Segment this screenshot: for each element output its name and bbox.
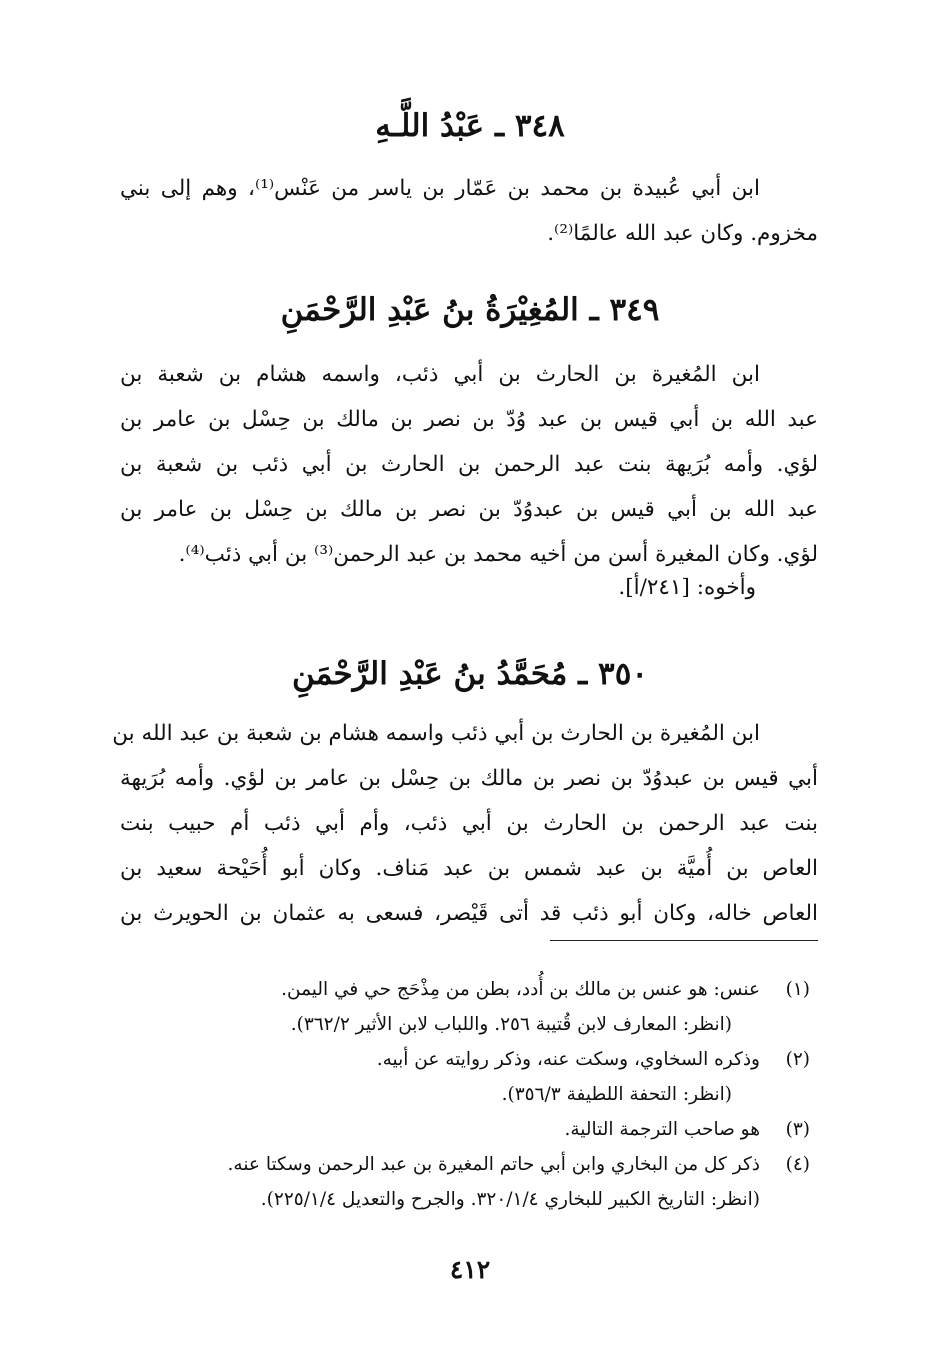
page-number: ٤١٢ xyxy=(449,1255,491,1284)
footnote-2-reference xyxy=(120,1077,810,1112)
footnote-number: (٣) xyxy=(785,1119,810,1140)
text-line: أبي قيس بن عبدوُدّ بن نصر بن مالك بن حِسْل بن عامر بن لؤي. وأمه بُرَيهة xyxy=(120,766,818,791)
footnote-text: ذكر كل من البخاري وابن أبي حاتم المغيرة بن عبد الرحمن وسكتا عنه. xyxy=(227,1154,760,1175)
text-line: لؤي. وأمه بُرَيهة بنت عبد الرحمن بن الحارث بن أبي ذئب بن شعبة بن xyxy=(120,452,818,477)
footnote-2 xyxy=(120,1042,810,1077)
footnote-reference: (انظر: المعارف لابن قُتيبة ٢٥٦. واللباب لابن الأثير ٣٦٢/٢). xyxy=(290,1014,732,1035)
footnote-reference: (انظر: التاريخ الكبير للبخاري ٣٢٠/١/٤. والجرح والتعديل ٢٢٥/١/٤). xyxy=(260,1189,760,1210)
footnote-reference: (انظر: التحفة اللطيفة ٣٥٦/٣). xyxy=(501,1084,732,1105)
footnote-text: عنس: هو عنس بن مالك بن أُدد، بطن من مِذْحَج حي في اليمن. xyxy=(281,979,760,1000)
text-line: لؤي. وكان المغيرة أسن من أخيه محمد بن عبد الرحمن⁽³⁾ بن أبي ذئب⁽⁴⁾. xyxy=(178,542,818,567)
entry-title-348: ٣٤٨ ـ عَبْدُ اللَّـهِ xyxy=(375,108,565,144)
text-line: عبد الله بن أبي قيس بن عبد وُدّ بن نصر بن مالك بن حِسْل بن عامر بن xyxy=(120,407,818,432)
text-line: بنت عبد الرحمن بن الحارث بن أبي ذئب، وأم أبي ذئب أم حبيب بنت xyxy=(120,811,818,836)
footnote-3 xyxy=(120,1112,810,1147)
text-line: عبد الله بن أبي قيس بن عبدوُدّ بن نصر بن مالك بن حِسْل بن عامر بن xyxy=(120,497,818,522)
footnote-number: (٢) xyxy=(785,1049,810,1070)
footnote-separator xyxy=(550,940,818,941)
footnote-text: هو صاحب الترجمة التالية. xyxy=(564,1119,760,1140)
entry-body-348 xyxy=(120,166,818,256)
footnote-text: وذكره السخاوي، وسكت عنه، وذكر روايته عن أبيه. xyxy=(376,1049,760,1070)
folio-note: وأخوه: [٢٤١/أ]. xyxy=(618,575,756,600)
footnote-4-reference xyxy=(120,1182,810,1217)
text-line: ابن أبي عُبيدة بن محمد بن عَمّار بن ياسر من عَنْس⁽¹⁾، وهم إلى بني xyxy=(120,176,760,201)
footnotes xyxy=(120,972,810,1217)
footnote-number: (٤) xyxy=(785,1154,810,1175)
entry-title-349: ٣٤٩ ـ المُغِيْرَةُ بنُ عَبْدِ الرَّحْمَنِ xyxy=(280,292,660,328)
entry-body-349 xyxy=(120,352,818,577)
entry-title-350: ٣٥٠ ـ مُحَمَّدُ بنُ عَبْدِ الرَّحْمَنِ xyxy=(291,656,648,692)
footnote-1-reference xyxy=(120,1007,810,1042)
text-line: العاص بن أُميَّة بن عبد شمس بن عبد مَناف. وكان أبو أُحَيْحة سعيد بن xyxy=(120,856,818,881)
entry-body-350 xyxy=(112,711,818,936)
footnote-1 xyxy=(120,972,810,1007)
footnote-number: (١) xyxy=(785,979,810,1000)
text-line: ابن المُغيرة بن الحارث بن أبي ذئب، واسمه هشام بن شعبة بن xyxy=(120,362,760,387)
text-line: ابن المُغيرة بن الحارث بن أبي ذئب واسمه هشام بن شعبة بن عبد الله بن xyxy=(112,721,760,746)
text-line: مخزوم. وكان عبد الله عالمًا⁽²⁾. xyxy=(547,221,818,246)
footnote-4 xyxy=(120,1147,810,1182)
text-line: العاص خاله، وكان أبو ذئب قد أتى قَيْصر، فسعى به عثمان بن الحويرث بن xyxy=(120,901,818,926)
